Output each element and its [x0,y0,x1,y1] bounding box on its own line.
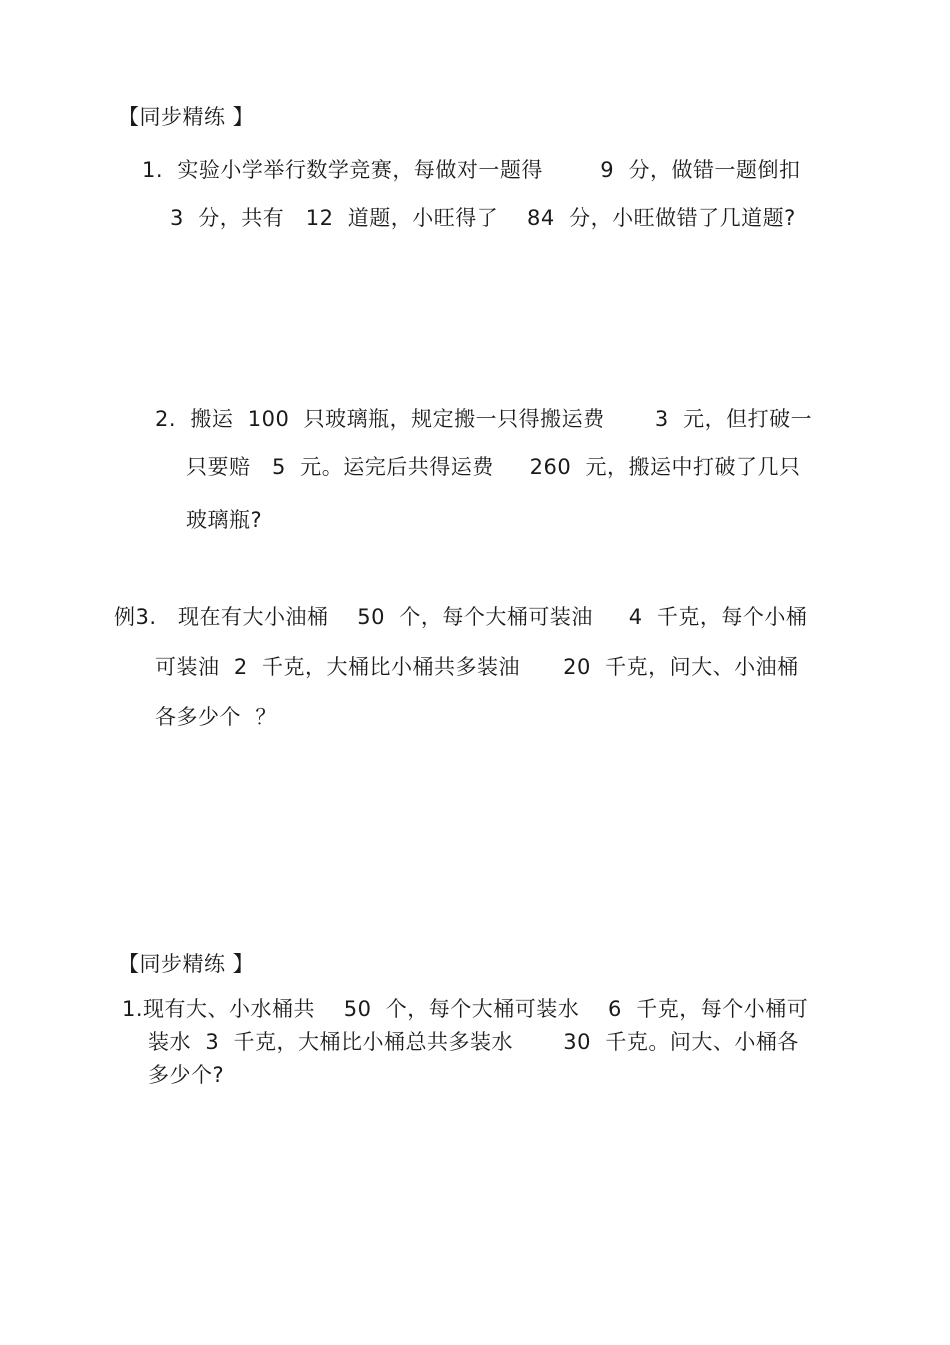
example-line: 例3. 现在有大小油桶 50 个，每个大桶可装油 4 千克，每个小桶 [114,605,808,629]
problem-line: 装水 3 千克，大桶比小桶总共多装水 30 千克。问大、小桶各 [148,1030,799,1054]
problem-line: 玻璃瓶? [186,508,263,532]
problem-line: 1.现有大、小水桶共 50 个，每个大桶可装水 6 千克，每个小桶可 [122,997,809,1021]
problem-line: 多少个? [148,1063,225,1087]
problem-line: 1. 实验小学举行数学竞赛，每做对一题得 9 分，做错一题倒扣 [142,158,801,182]
problem-line: 3 分，共有 12 道题，小旺得了 84 分，小旺做错了几道题? [170,206,796,230]
example-line: 可装油 2 千克，大桶比小桶共多装油 20 千克，问大、小油桶 [155,655,799,679]
section-heading: 【同步精练 】 [118,105,255,129]
section-heading: 【同步精练 】 [118,952,255,976]
example-line: 各多少个 ？ [155,705,277,729]
problem-line: 2. 搬运 100 只玻璃瓶，规定搬一只得搬运费 3 元，但打破一 [155,407,813,431]
problem-line: 只要赔 5 元。运完后共得运费 260 元，搬运中打破了几只 [186,455,801,479]
